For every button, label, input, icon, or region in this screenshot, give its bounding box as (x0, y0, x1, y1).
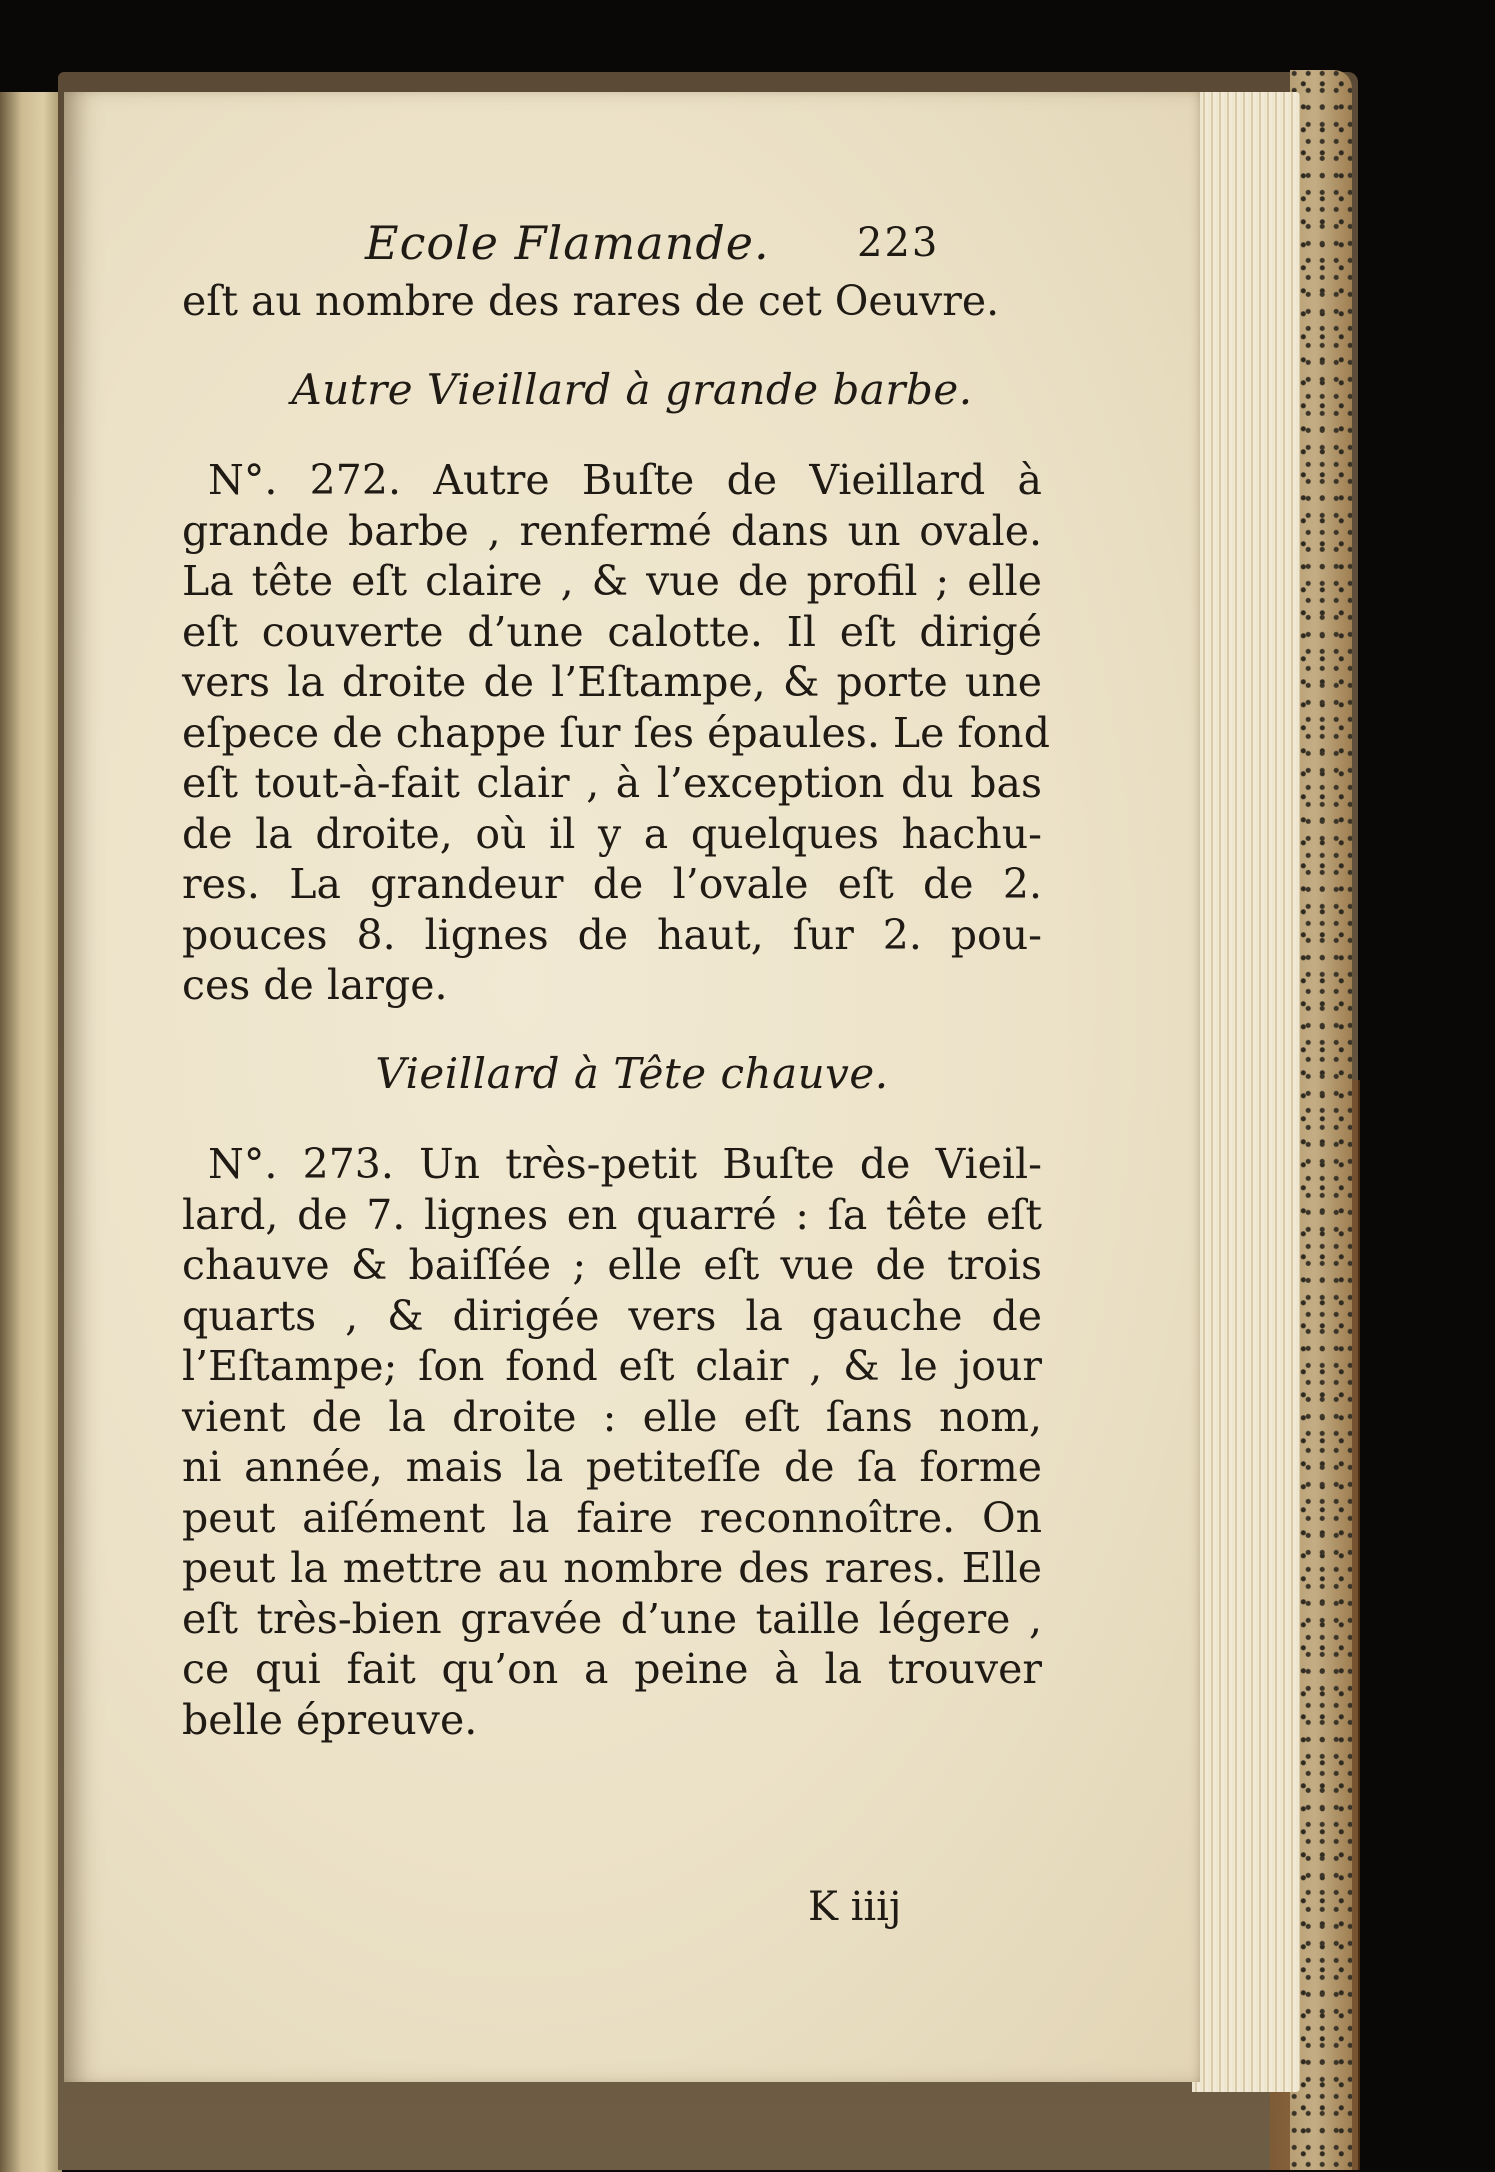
entry-272 (182, 455, 1050, 1011)
text-line: La tête eſt claire , & vue de profil ; elle (182, 557, 1042, 605)
signature-mark: K iiij (808, 1884, 902, 1930)
text-line: grande barbe , renfermé dans un ovale. (182, 506, 1042, 555)
text-line: vient de la droite : elle eſt ſans nom, (182, 1392, 1042, 1441)
previous-page-edge (0, 92, 62, 2172)
text-line: ni année, mais la petiteſſe de ſa forme (182, 1443, 1042, 1491)
text-line: res. La grandeur de l’ovale eſt de 2. (182, 860, 1042, 908)
text-line: ce qui fait qu’on a peine à la trouver (182, 1645, 1042, 1693)
text-line: ces de large. (182, 961, 448, 1009)
entry-273 (182, 1139, 1042, 1745)
text-line: eſt tout-à-fait clair , à l’exception du bas (182, 759, 1042, 807)
text-line: peut aiſément la faire reconnoître. On (182, 1493, 1042, 1542)
text-line: de la droite, où il y a quelques hachu- (182, 809, 1042, 858)
page-text (182, 214, 1050, 1745)
text-line: peut la mettre au nombre des rares. Elle (182, 1544, 1042, 1592)
text-line: eſt très-bien gravée d’une taille légere , (182, 1594, 1042, 1643)
text-line: eſt couverte d’une calotte. Il eſt dirigé (182, 607, 1042, 656)
text-line: N°. 272. Autre Buſte de Vieillard à (208, 456, 1042, 504)
text-line: vers la droite de l’Eſtampe, & porte une (182, 658, 1042, 706)
text-line: quarts , & dirigée vers la gauche de (182, 1291, 1042, 1340)
text-line: N°. 273. Un très-petit Buſte de Vieil- (208, 1140, 1042, 1188)
book-page (64, 92, 1200, 2082)
page-number: 223 (857, 220, 940, 266)
continuation-line: eſt au nombre des rares de cet Oeuvre. (182, 277, 1000, 325)
header-title: Ecole Flamande. (365, 216, 770, 270)
section-heading: Autre Vieillard à grande barbe. (291, 364, 973, 414)
text-line: chauve & baiſſée ; elle eſt vue de trois (182, 1241, 1042, 1289)
running-header (365, 214, 1042, 276)
text-line: eſpece de chappe ſur ſes épaules. Le fond (182, 708, 1050, 757)
text-line: pouces 8. lignes de haut, ſur 2. pou- (182, 910, 1042, 959)
text-line: l’Eſtampe; ſon fond eſt clair , & le jour (182, 1342, 1042, 1390)
text-line: lard, de 7. lignes en quarré : ſa tête eſt (182, 1190, 1042, 1239)
text-line: belle épreuve. (182, 1695, 478, 1744)
page-edges (1192, 92, 1300, 2092)
section-heading: Vieillard à Tête chauve. (375, 1048, 889, 1098)
